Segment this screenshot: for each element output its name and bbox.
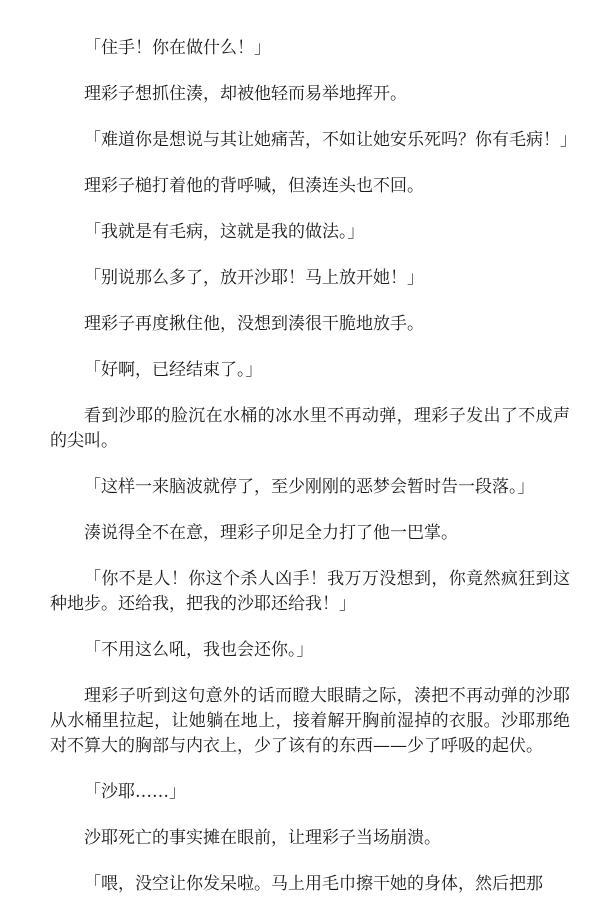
paragraph: 湊说得全不在意，理彩子卯足全力打了他一巴掌。 xyxy=(84,523,458,543)
paragraph: 理彩子再度揪住他，没想到湊很干脆地放手。 xyxy=(84,314,424,334)
paragraph: 「你不是人！你这个杀人凶手！我万万没想到，你竟然疯狂到这种地步。还给我，把我的沙耶还给我！」 xyxy=(50,569,570,614)
paragraph: 「这样一来脑波就停了，至少刚刚的恶梦会暂时告一段落。」 xyxy=(84,477,535,497)
paragraph: 「住手！你在做什么！」 xyxy=(84,38,271,58)
document-text xyxy=(50,36,577,918)
paragraph: 「喂，没空让你发呆啦。马上用毛巾擦干她的身体，然后把那 xyxy=(84,874,543,894)
paragraph: 理彩子听到这句意外的话而瞪大眼睛之际，湊把不再动弹的沙耶从水桶里拉起，让她躺在地上，接着解开胸前湿掉的衣服。沙耶那绝对不算大的胸部与内衣上，少了该有的东西——少了呼吸的起伏。 xyxy=(50,686,570,756)
paragraph: 看到沙耶的脸沉在水桶的冰水里不再动弹，理彩子发出了不成声的尖叫。 xyxy=(50,406,570,451)
paragraph: 「别说那么多了，放开沙耶！马上放开她！」 xyxy=(84,268,424,288)
paragraph: 「好啊，已经结束了。」 xyxy=(84,360,263,380)
paragraph: 「难道你是想说与其让她痛苦，不如让她安乐死吗？你有毛病！」 xyxy=(84,130,577,150)
paragraph: 沙耶死亡的事实摊在眼前，让理彩子当场崩溃。 xyxy=(84,828,441,848)
paragraph: 「我就是有毛病，这就是我的做法。」 xyxy=(84,222,365,242)
paragraph: 理彩子槌打着他的背呼喊，但湊连头也不回。 xyxy=(84,176,424,196)
paragraph: 「沙耶……」 xyxy=(84,782,186,802)
paragraph: 理彩子想抓住湊，却被他轻而易举地挥开。 xyxy=(84,84,407,104)
paragraph: 「不用这么吼，我也会还你。」 xyxy=(84,640,314,660)
